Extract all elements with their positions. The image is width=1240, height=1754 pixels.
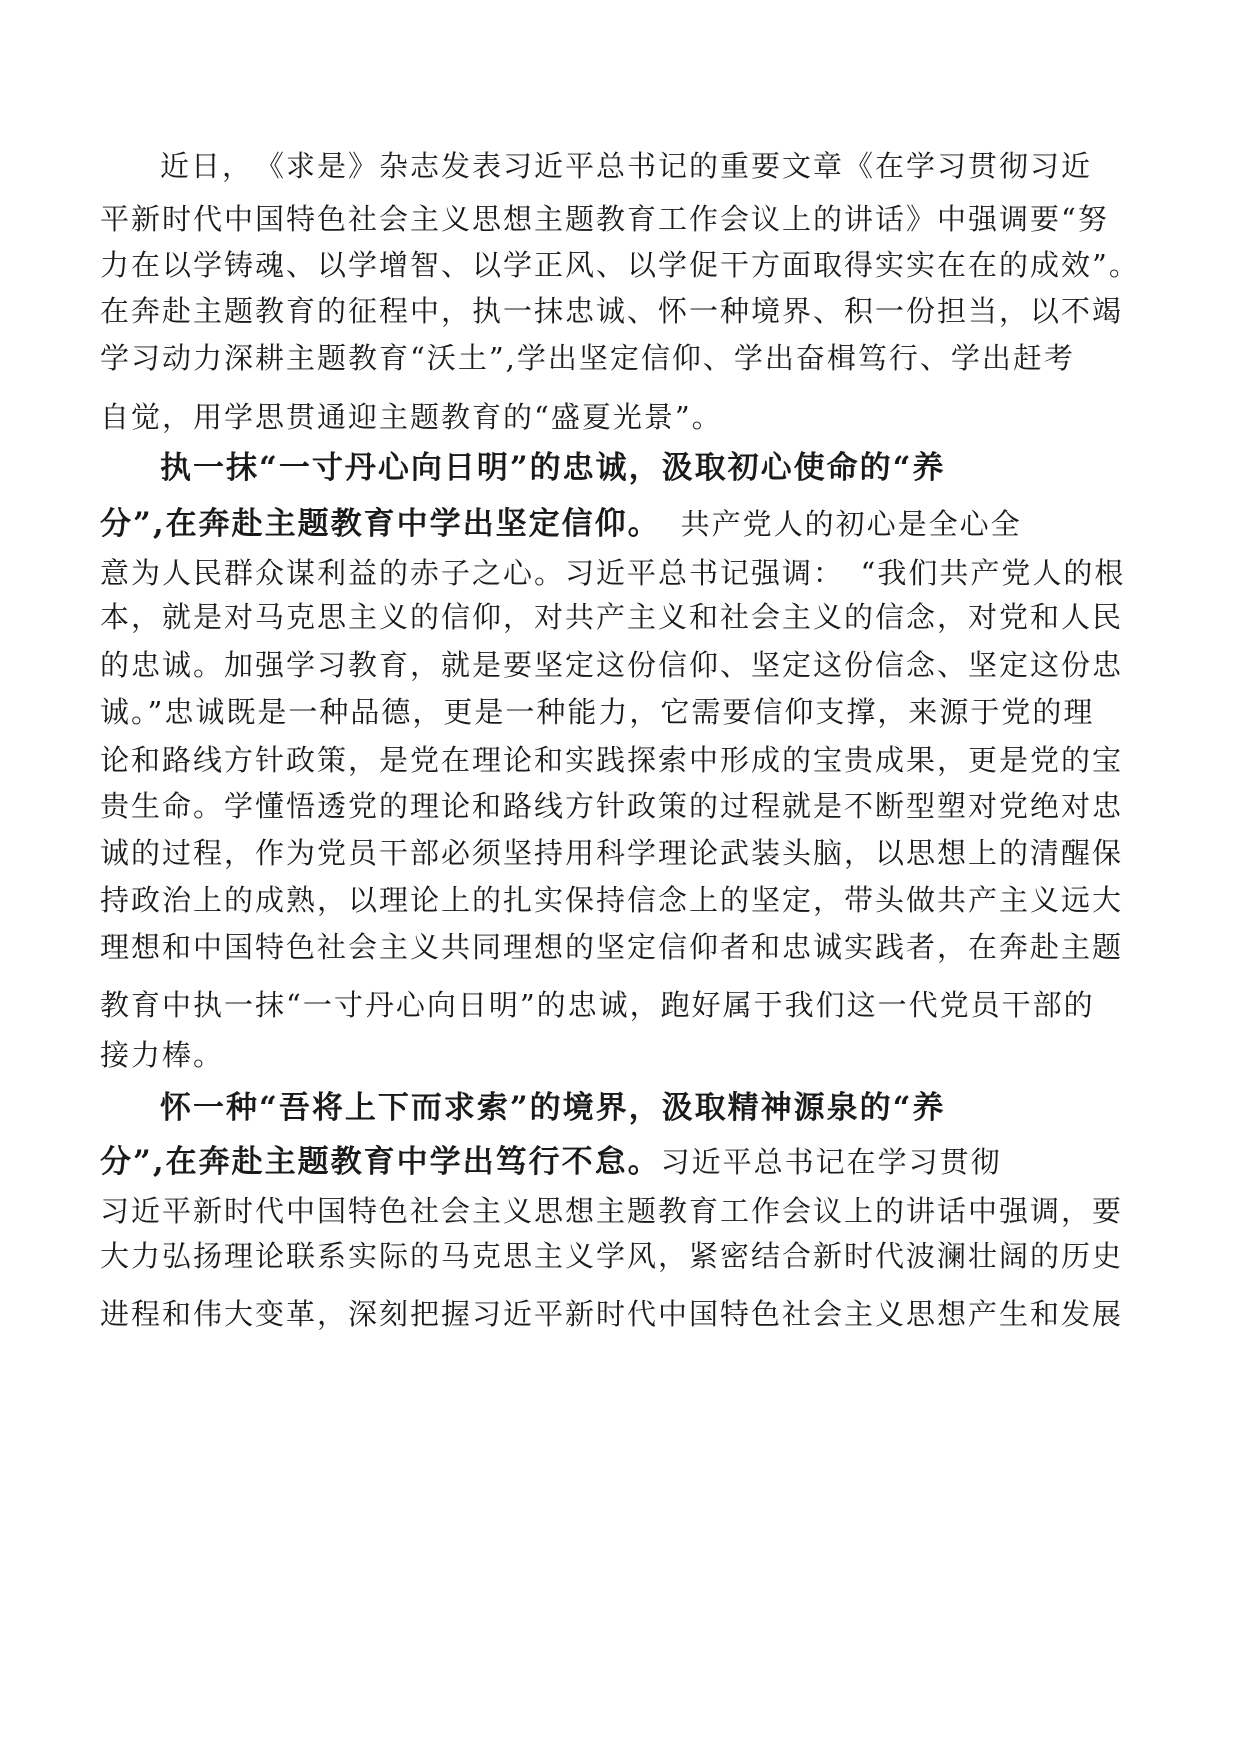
section-1-heading-line-2 xyxy=(100,504,1022,544)
section-1-heading-tail: 共产党人的初心是全心全 xyxy=(680,507,1022,541)
intro-line-4: 在奔赴主题教育的征程中，执一抹忠诚、怀一种境界、积一份担当，以不竭 xyxy=(100,294,1124,328)
section-1-line-8: 持政治上的成熟，以理论上的扎实保持信念上的坚定，带头做共产主义远大 xyxy=(100,883,1124,917)
section-1-line-9: 理想和中国特色社会主义共同理想的坚定信仰者和忠诚实践者，在奔赴主题 xyxy=(100,930,1124,964)
section-2-heading-bold: 分”,在奔赴主题教育中学出笃行不怠。 xyxy=(100,1144,661,1180)
section-1-line-4: 诚。”忠诚既是一种品德，更是一种能力，它需要信仰支撑，来源于党的理 xyxy=(100,695,1095,729)
section-2-line-3: 进程和伟大变革，深刻把握习近平新时代中国特色社会主义思想产生和发展 xyxy=(100,1297,1124,1331)
intro-line-2: 平新时代中国特色社会主义思想主题教育工作会议上的讲话》中强调要“努 xyxy=(100,202,1109,236)
section-1-line-11: 接力棒。 xyxy=(100,1038,225,1072)
section-1-line-10: 教育中执一抹“一寸丹心向日明”的忠诚，跑好属于我们这一代党员干部的 xyxy=(100,988,1095,1022)
intro-line-1: 近日， 《求是》杂志发表习近平总书记的重要文章《在学习贯彻习近 xyxy=(160,149,1093,183)
section-1-line-7: 诚的过程，作为党员干部必须坚持用科学理论武装头脑，以思想上的清醒保 xyxy=(100,836,1124,870)
intro-line-6: 自觉，用学思贯通迎主题教育的“盛夏光景”。 xyxy=(100,400,723,434)
section-1-heading-bold: 分”,在奔赴主题教育中学出坚定信仰。 xyxy=(100,506,661,542)
section-1-line-2: 本，就是对马克思主义的信仰，对共产主义和社会主义的信念，对党和人民 xyxy=(100,600,1124,634)
section-1-line-6: 贵生命。学懂悟透党的理论和路线方针政策的过程就是不断型塑对党绝对忠 xyxy=(100,789,1124,823)
section-2-heading-line-2 xyxy=(100,1142,1002,1182)
section-2-heading-line-1: 怀一种“吾将上下而求索”的境界，汲取精神源泉的“养 xyxy=(160,1090,946,1126)
section-1-line-5: 论和路线方针政策，是党在理论和实践探索中形成的宝贵成果，更是党的宝 xyxy=(100,743,1124,777)
section-2-line-1: 习近平新时代中国特色社会主义思想主题教育工作会议上的讲话中强调，要 xyxy=(100,1194,1124,1228)
section-2-line-2: 大力弘扬理论联系实际的马克思主义学风，紧密结合新时代波澜壮阔的历史 xyxy=(100,1239,1124,1273)
section-2-heading-tail: 习近平总书记在学习贯彻 xyxy=(660,1145,1002,1179)
section-1-line-1: 意为人民群众谋利益的赤子之心。习近平总书记强调： “我们共产党人的根 xyxy=(100,556,1126,590)
section-1-heading-line-1: 执一抹“一寸丹心向日明”的忠诚，汲取初心使命的“养 xyxy=(160,450,946,486)
intro-line-3: 力在以学铸魂、以学增智、以学正风、以学促干方面取得实实在在的成效”。 xyxy=(100,248,1140,282)
intro-line-5: 学习动力深耕主题教育“沃土”,学出坚定信仰、学出奋楫笃行、学出赶考 xyxy=(100,341,1075,375)
section-1-line-3: 的忠诚。加强学习教育，就是要坚定这份信仰、坚定这份信念、坚定这份忠 xyxy=(100,648,1124,682)
